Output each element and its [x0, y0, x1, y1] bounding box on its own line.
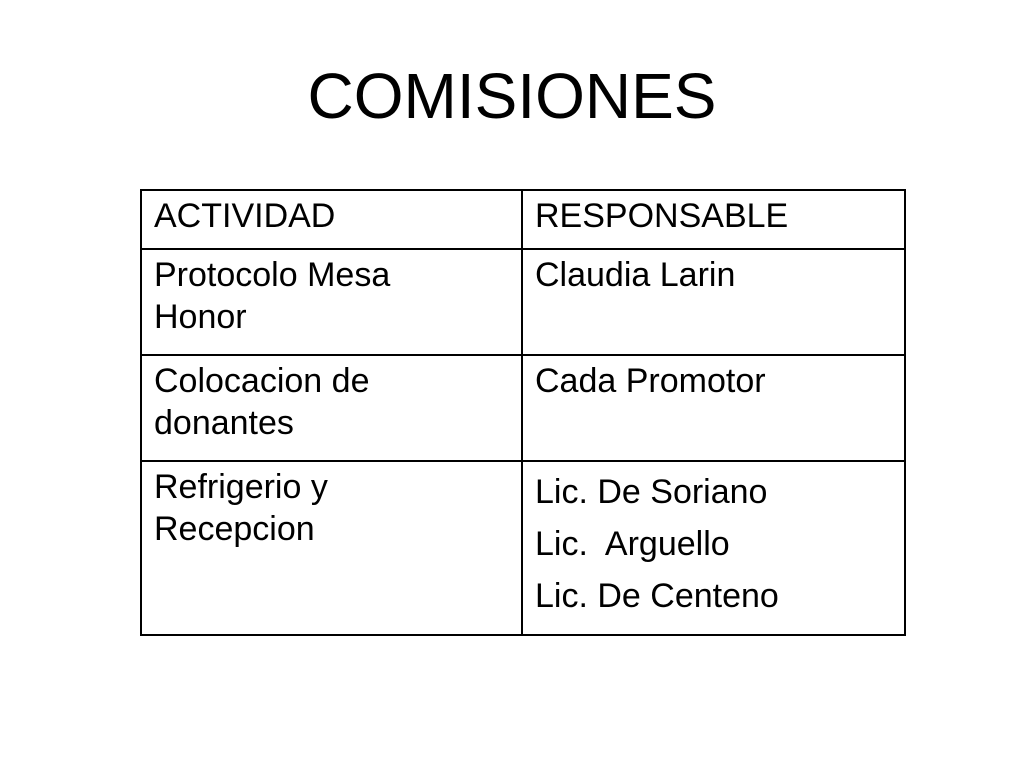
header-responsable: RESPONSABLE	[522, 190, 905, 249]
actividad-cell	[141, 461, 522, 635]
actividad-cell	[141, 249, 522, 355]
table-header-row	[141, 190, 905, 249]
actividad-line: Honor	[154, 298, 247, 336]
actividad-line: Refrigerio y	[154, 468, 328, 506]
table-row	[141, 461, 905, 635]
actividad-line: Colocacion de	[154, 362, 370, 400]
responsable-line: Lic. Arguello	[535, 525, 730, 563]
table-row	[141, 249, 905, 355]
responsable-cell	[522, 461, 905, 635]
comisiones-table	[140, 189, 906, 636]
slide-title: COMISIONES	[307, 60, 717, 132]
responsable-cell	[522, 355, 905, 461]
actividad-line: Protocolo Mesa	[154, 256, 391, 294]
comisiones-table-container	[140, 189, 904, 634]
responsable-line: Claudia Larin	[535, 256, 736, 294]
responsable-line: Lic. De Centeno	[535, 577, 779, 615]
header-actividad: ACTIVIDAD	[141, 190, 522, 249]
responsable-line: Lic. De Soriano	[535, 473, 768, 511]
table-row	[141, 355, 905, 461]
actividad-line: donantes	[154, 404, 294, 442]
responsable-line: Cada Promotor	[535, 362, 766, 400]
actividad-line: Recepcion	[154, 510, 315, 548]
actividad-cell	[141, 355, 522, 461]
responsable-cell	[522, 249, 905, 355]
